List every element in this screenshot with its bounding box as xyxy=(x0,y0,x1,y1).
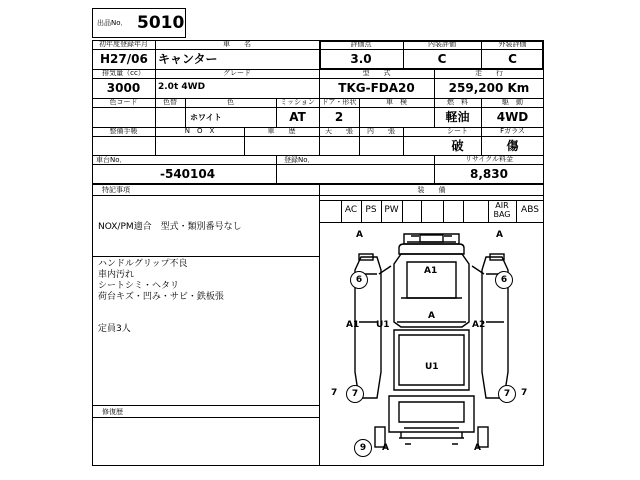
remarks-note-1: ハンドルグリップ不良 xyxy=(98,259,188,269)
label-grade: グレード xyxy=(223,69,251,77)
damage-cab-roof: A xyxy=(428,311,435,321)
car-name-value: キャンター xyxy=(158,52,218,66)
label-inspection: 車 検 xyxy=(386,98,407,106)
grade-score-value: 3.0 xyxy=(350,52,372,66)
seat-value: 破 xyxy=(451,139,464,153)
rule xyxy=(92,195,320,196)
label-transmission: ミッション xyxy=(280,98,315,106)
label-recycle-fee: リサイクル料金 xyxy=(464,155,514,163)
rule xyxy=(403,127,404,155)
recycle-fee-value: 8,830 xyxy=(470,167,508,181)
remarks-capacity: 定員3人 xyxy=(98,324,131,334)
interior-grade-value: C xyxy=(437,52,447,66)
label-model-code: 型 式 xyxy=(362,69,391,77)
label-headliner: 天 張 xyxy=(325,127,353,135)
label-mileage: 走 行 xyxy=(475,69,503,77)
label-color-change: 色替 xyxy=(163,98,177,106)
label-registration-no: 登録No． xyxy=(284,156,315,164)
label-grade-score: 評価点 xyxy=(350,40,372,48)
label-drive: 駆 動 xyxy=(502,98,523,106)
label-doors: ドア・形状 xyxy=(321,98,357,106)
drive-value: 4WD xyxy=(496,110,529,124)
damage-left-rear-outer: 7 xyxy=(331,388,338,398)
label-car-name: 車 名 xyxy=(223,40,251,48)
damage-left-side: A1 xyxy=(346,320,360,330)
label-interior-lining: 内 張 xyxy=(367,127,395,135)
rule xyxy=(92,107,544,108)
rule xyxy=(92,405,320,406)
rule xyxy=(92,136,544,137)
equipment-ac: AC xyxy=(344,205,358,215)
rule xyxy=(402,200,403,222)
rule xyxy=(443,200,444,222)
label-seat: シート xyxy=(447,127,468,135)
displacement-value: 3000 xyxy=(106,81,141,95)
rule xyxy=(92,164,544,165)
label-fuel: 燃 料 xyxy=(447,98,468,106)
rule xyxy=(319,195,544,196)
repair-history-title: 修復歴 xyxy=(102,408,123,416)
lot-number: 5010 xyxy=(137,13,185,33)
chassis-no-value: -540104 xyxy=(160,167,216,181)
damage-bed: U1 xyxy=(425,362,439,372)
damage-rear-left: A xyxy=(382,443,389,453)
windshield-value: 傷 xyxy=(506,139,519,153)
remarks-line1: NOX/PM適合 型式・類別番号なし xyxy=(98,222,242,232)
damage-right-front-wheel: 6 xyxy=(495,271,513,289)
damage-front-right: A xyxy=(496,230,503,240)
label-history: 車 歴 xyxy=(267,127,296,135)
damage-right-rear-outer: 7 xyxy=(521,388,528,398)
grade-value: 2.0t 4WD xyxy=(158,82,206,92)
rule xyxy=(92,256,320,257)
damage-rear-right: A xyxy=(474,443,481,453)
rule xyxy=(463,200,464,222)
damage-rear-left-circle: 9 xyxy=(354,439,372,457)
first-registration-value: H27/06 xyxy=(100,52,148,66)
equipment-title: 装 備 xyxy=(417,186,446,194)
mileage-value: 259,200 Km xyxy=(448,81,530,95)
truck-diagram xyxy=(319,222,544,466)
equipment-airbag: AIR BAG xyxy=(493,201,511,219)
remarks-note-4: 荷台キズ・凹み・サビ・鉄板張 xyxy=(98,292,224,302)
damage-left-door: U1 xyxy=(376,320,390,330)
remarks-note-3: シートシミ・ヘタリ xyxy=(98,281,180,291)
equipment-ps: PS xyxy=(365,205,377,215)
label-displacement: 排気量（cc） xyxy=(102,69,145,77)
transmission-value: AT xyxy=(289,110,306,124)
lot-number-box xyxy=(92,8,186,38)
color-value: ホワイト xyxy=(190,113,222,122)
truck-bed xyxy=(394,330,469,390)
label-exterior-grade: 外装評価 xyxy=(498,40,527,48)
cab-front xyxy=(399,244,464,254)
model-code-value: TKG-FDA20 xyxy=(338,81,415,95)
damage-hood: A1 xyxy=(424,266,438,276)
label-nox: N O X xyxy=(184,127,215,135)
damage-left-rear-wheel: 7 xyxy=(346,385,364,403)
remarks-title: 特記事項 xyxy=(102,186,130,194)
label-first-registration: 初年度登録年月 xyxy=(99,40,148,48)
label-maintenance-book: 整備手帳 xyxy=(109,127,138,135)
label-color-code: 色コード xyxy=(109,98,138,106)
rule xyxy=(92,417,320,418)
damage-right-rear-wheel: 7 xyxy=(498,385,516,403)
equipment-abs: ABS xyxy=(521,205,539,215)
remarks-note-2: 車内汚れ xyxy=(98,270,135,280)
label-interior-grade: 内装評価 xyxy=(428,40,456,48)
label-color: 色 xyxy=(227,98,234,106)
damage-right-side: A2 xyxy=(472,320,486,330)
rule xyxy=(276,155,277,184)
rule xyxy=(421,200,422,222)
equipment-pw: PW xyxy=(384,205,399,215)
label-chassis-no: 車台No． xyxy=(96,156,127,164)
doors-value: 2 xyxy=(334,110,344,124)
exterior-grade-value: C xyxy=(508,52,517,66)
damage-left-front-wheel: 6 xyxy=(350,271,368,289)
damage-front-left: A xyxy=(356,230,363,240)
lot-label: 出品No． xyxy=(97,19,128,27)
fuel-value: 軽油 xyxy=(445,110,470,124)
rule xyxy=(92,78,544,79)
label-windshield: Fガラス xyxy=(500,127,525,135)
